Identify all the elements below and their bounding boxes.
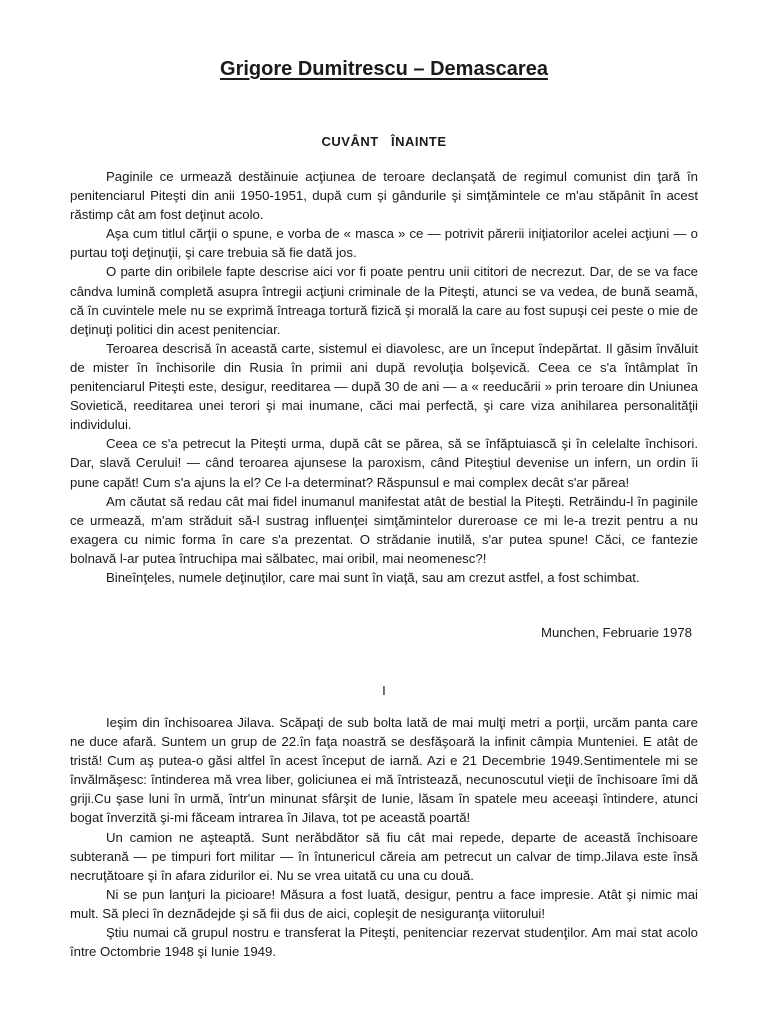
signature-place-date: Munchen, Februarie 1978	[540, 625, 692, 640]
paragraph: Bineînţeles, numele deţinuţilor, care mai sunt în viaţă, sau am crezut astfel, a fost schimbat.	[106, 569, 640, 585]
paragraph: Am căutat să redau cât mai fidel inumanul manifestat atât de bestial la Piteşti. Retrăindu-l în paginile ce urmează, m'am străduit să-l sustrag influenţei simţămintelor dureroase ce mi le-a trezit pentru a nu exagera cu nimic forma în care s'a prezentat. O strădanie inutilă, s'ar putea spune! Căci, ce fantezie bolnavă l-ar putea întruchipa mai sălbatec, mai oribil, mai neomenesc?!	[70, 493, 698, 566]
chapter-text	[70, 713, 698, 961]
foreword-text	[70, 167, 698, 587]
paragraph: Ştiu numai că grupul nostru e transferat la Piteşti, penitenciar rezervat studenţilor. Am mai stat acolo între Octombrie 1948 şi Iunie 1949.	[70, 925, 698, 960]
paragraph: Paginile ce urmează destăinuie acţiunea de teroare declanşată de regimul comunist din ţară în penitenciarul Piteşti din anii 1950-1951, după cum şi gândurile şi simţămintele ce m'au stăpânit în acest răstimp cât am fost deţinut acolo.	[70, 169, 698, 223]
paragraph: Ieşim din închisoarea Jilava. Scăpaţi de sub bolta lată de mai mulţi metri a porţii, urcăm panta care ne duce afară. Suntem un grup de 22.în faţa noastră se desfăşoară la infinit câmpia Munteniei. E atât de tristă! Cum aş putea-o găsi altfel în acest început de iarnă. Azi e 21 Decembrie 1949.Sentimentele mi se învălmăşesc: întinderea mă vrea liber, goliciunea ei mă întristează, necunoscutul vieţii de închisoare îmi dă griji.Cu şase luni în urmă, într'un minunat sfârşit de Iunie, lăsam în spatele meu aceeaşi întindere, atunci bogat înverzită şi-mi făceam intrarea în Jilava, tot pe această poartă!	[70, 715, 698, 826]
paragraph: O parte din oribilele fapte descrise aici vor fi poate pentru unii cititori de necrezut. Dar, de se va face cândva lumină completă asupra întregii acţiuni criminale de la Piteşti, atunci se va vedea, de bună seamă, că în cuvintele mele nu se exprimă întreaga tortură fizică şi morală la care au fost supuşi cei peste o mie de deţinuţi politici din acest penitenciar.	[70, 264, 698, 337]
paragraph: Teroarea descrisă în această carte, sistemul ei diavolesc, are un început îndepărtat. Il găsim învăluit de mister în închisorile din Rusia în primii ani după revoluţia bolşevică. Ceea ce s'a întâmplat în penitenciarul Piteşti este, desigur, reeditarea — după 30 de ani — a « reeducării » prin teroare din Uniunea Sovietică, reeditarea unei terori şi mai inumane, căci mai perfectă, şi care viza anihilarea personalităţii individului.	[70, 340, 698, 433]
document-title: Grigore Dumitrescu – Demascarea	[220, 58, 548, 80]
foreword-heading: CUVÂNT ÎNAINTE	[321, 134, 447, 149]
paragraph: Ni se pun lanţuri la picioare! Măsura a fost luată, desigur, pentru a face impresie. Atât şi nimic mai mult. Să pleci în deznădejde şi să fii dus de aici, copleşit de nesiguranţa viitorului!	[70, 886, 698, 921]
chapter-number: I	[382, 683, 386, 698]
paragraph: Ceea ce s'a petrecut la Piteşti urma, după cât se părea, să se înfăptuiască şi în celelalte închisori. Dar, slavă Cerului! — când teroarea ajunsese la paroxism, când Piteştiul devenise un infern, un ordin îi pune capăt! Cum s'a ajuns la el? Ce l-a determinat? Răspunsul e mai complex decât s'ar părea!	[70, 436, 698, 490]
paragraph: Un camion ne aşteaptă. Sunt nerăbdător să fiu cât mai repede, departe de această închisoare subterană — pe timpuri fort militar — în întunericul căreia am petrecut un calvar de timp.Jilava este însă necruţătoare şi în afara zidurilor ei. Nu se vrea uitată cu una cu două.	[70, 829, 698, 883]
paragraph: Aşa cum titlul cărţii o spune, e vorba de « masca » ce — potrivit părerii iniţiatorilor acelei acţiuni — o purtau toţi deţinuţii, şi care trebuia să fie dată jos.	[70, 226, 698, 261]
